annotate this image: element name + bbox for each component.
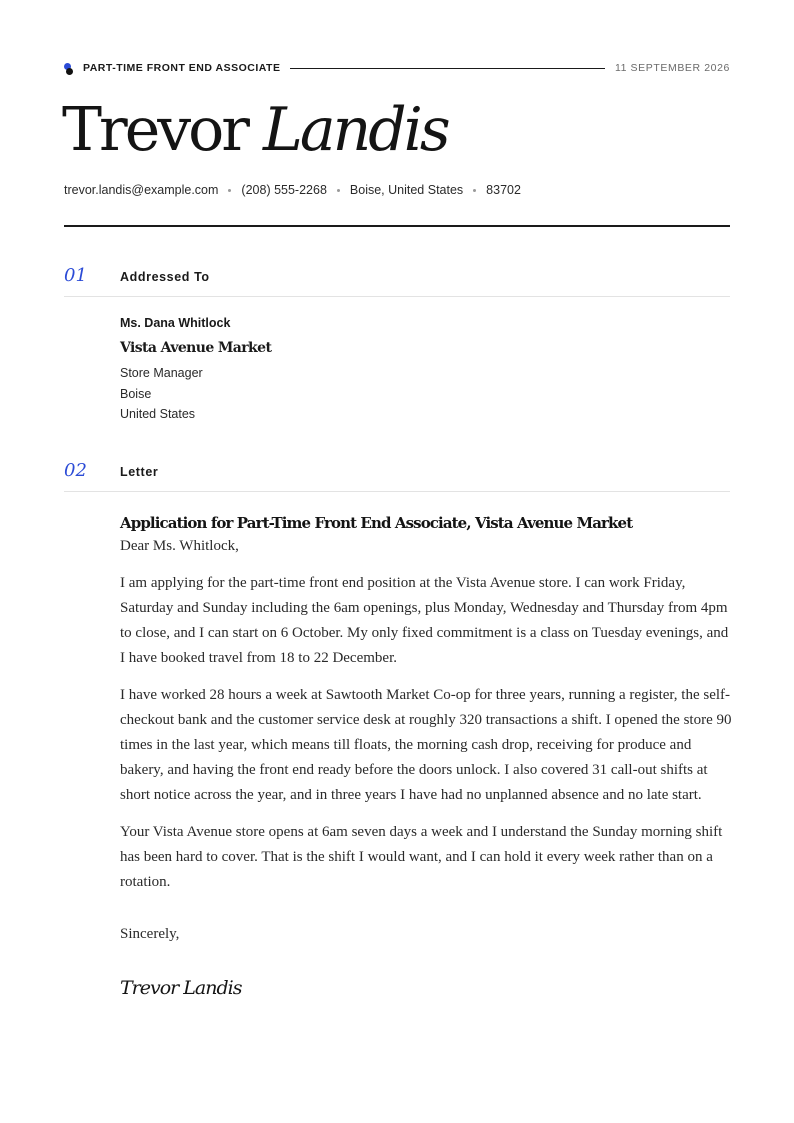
letter-salutation: Dear Ms. Whitlock, <box>120 538 239 554</box>
section-divider <box>64 296 730 297</box>
contact-phone[interactable]: (208) 555-2268 <box>241 183 327 197</box>
letter-paragraph: Your Vista Avenue store opens at 6am seven days a week and I understand the Sunday morning shift has been hard to cover. That is the shift I would want, and I can hold it every week rather than on a rotation. <box>120 824 723 890</box>
applicant-name <box>62 92 448 168</box>
section-number-letter: 02 <box>64 460 87 481</box>
letter-closing: Sincerely, <box>120 926 180 942</box>
section-title-letter: Letter <box>120 465 159 479</box>
first-name: Trevor <box>62 95 247 165</box>
recipient-city: Boise <box>120 386 152 401</box>
contact-email[interactable]: trevor.landis@example.com <box>64 183 219 197</box>
contact-postal-code: 83702 <box>486 183 521 197</box>
letter-paragraph: I am applying for the part-time front end position at the Vista Avenue store. I can work Friday, Saturday and Sunday including the 6am openings, plus Monday, Wednesday and Thursday from 4pm to close, and I can start on 6 October. My only fixed commitment is a class on Tuesday evenings, and I have booked travel from 18 to 22 December. <box>120 575 729 666</box>
section-title-addressed-to: Addressed To <box>120 270 210 284</box>
header-top-bar <box>64 60 730 76</box>
letter-body <box>120 512 732 999</box>
letter-subject: Application for Part-Time Front End Associate, Vista Avenue Market <box>120 514 633 532</box>
letter-date: 11 SEPTEMBER 2026 <box>614 62 730 74</box>
recipient-country: United States <box>120 407 196 421</box>
section-divider <box>64 491 730 492</box>
section-number-addressed-to: 01 <box>64 265 87 286</box>
recipient-title: Store Manager <box>120 366 203 380</box>
contact-details <box>64 183 521 197</box>
header-divider <box>290 68 604 69</box>
separator-dot <box>228 189 231 192</box>
recipient-company: Vista Avenue Market <box>120 340 272 356</box>
logo-dots-icon <box>64 61 74 75</box>
job-role: PART-TIME FRONT END ASSOCIATE <box>83 62 281 74</box>
letter-signature: Trevor Landis <box>120 977 242 999</box>
separator-dot <box>473 189 476 192</box>
letter-paragraph: I have worked 28 hours a week at Sawtooth Market Co-op for three years, running a register, the self-checkout bank and the customer service desk at roughly 320 transactions a shift. I opened the store 90 times in the last year, which means till floats, the morning cash drop, receiving for produce and bakery, and having the front end ready before the doors unlock. I also covered 31 call-out shifts at short notice across the year, and in three years I have had no unplanned absence and no late start. <box>120 687 732 803</box>
recipient-block <box>120 316 720 425</box>
separator-dot <box>337 189 340 192</box>
header-rule <box>64 225 730 227</box>
contact-location: Boise, United States <box>349 183 464 197</box>
black-dot-icon <box>66 68 73 75</box>
recipient-name: Ms. Dana Whitlock <box>120 316 231 330</box>
last-name: Landis <box>263 95 448 165</box>
